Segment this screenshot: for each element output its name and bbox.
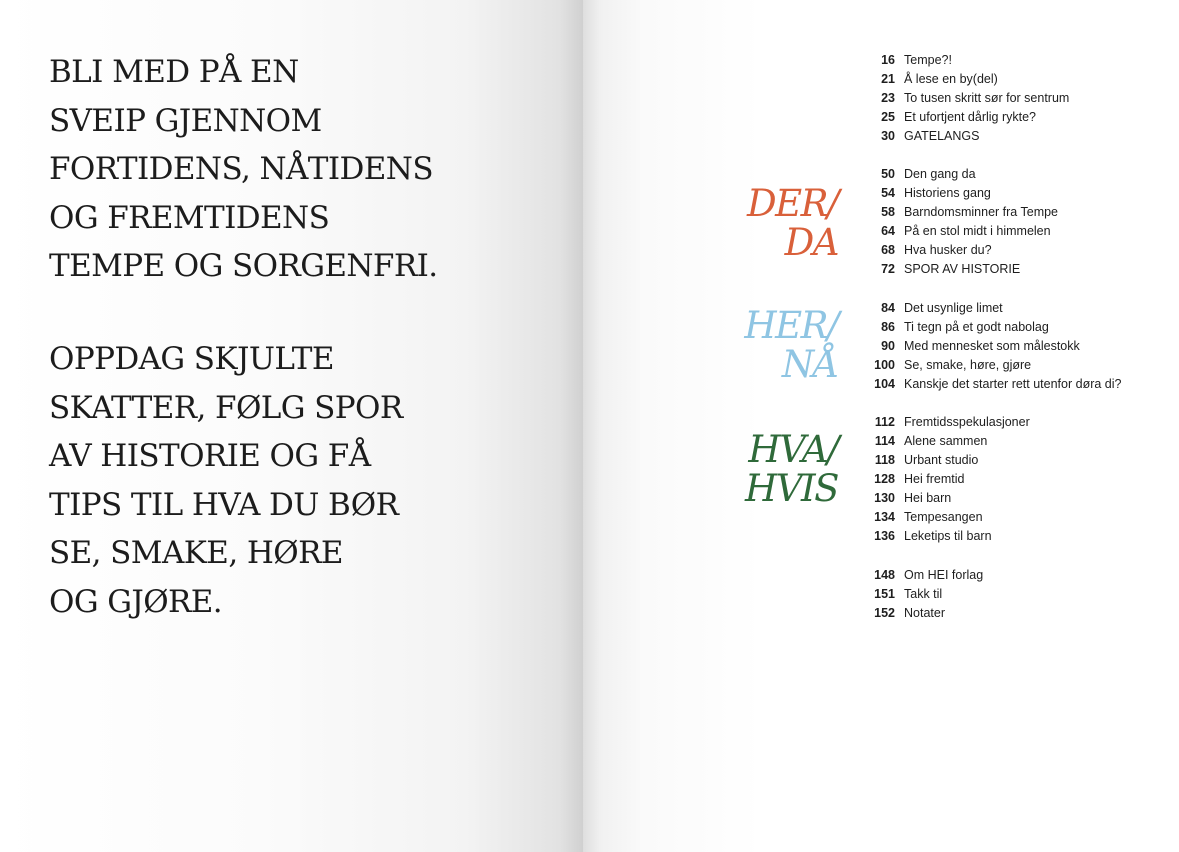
toc-page-number: 130 [874, 491, 895, 505]
toc-title: På en stol midt i himmelen [904, 224, 1051, 238]
toc-page-number: 134 [874, 510, 895, 524]
section-label-der-da [747, 184, 838, 262]
discover-line: TIPS TIL HVA DU BØR [49, 486, 399, 523]
toc-title: Alene sammen [904, 434, 988, 448]
toc-page-number: 21 [881, 72, 895, 86]
toc-entry [845, 375, 1175, 394]
toc-page-number: 25 [881, 110, 895, 124]
toc-entry [845, 508, 1175, 527]
section-label-line: DA [784, 221, 838, 264]
toc-title: Ti tegn på et godt nabolag [904, 320, 1049, 334]
intro-line: BLI MED PÅ EN [49, 54, 299, 90]
toc-page-number: 72 [881, 262, 895, 276]
toc-entry [845, 241, 1175, 260]
discover-line: SE, SMAKE, HØRE [49, 535, 343, 571]
toc-entry [845, 337, 1175, 356]
discover-line: OG GJØRE. [49, 583, 223, 620]
toc-entry [845, 432, 1175, 451]
toc-page-number: 104 [874, 377, 895, 391]
toc-entry [845, 70, 1175, 89]
toc-page-number: 30 [881, 129, 895, 143]
toc-entry [845, 489, 1175, 508]
toc-title: Leketips til barn [904, 529, 992, 543]
toc-entry [845, 318, 1175, 337]
toc-entry [845, 299, 1175, 318]
toc-page-number: 58 [881, 205, 895, 219]
toc-title: GATELANGS [904, 129, 980, 143]
toc-group-her-na [845, 299, 1175, 394]
section-label-hva-hvis [745, 430, 838, 508]
discover-paragraph [49, 335, 569, 626]
toc-entry [845, 566, 1175, 585]
toc-group-hva-hvis [845, 413, 1175, 546]
toc-page-number: 64 [881, 224, 895, 238]
section-label-her-na [744, 306, 838, 384]
toc-title: Urbant studio [904, 453, 979, 467]
toc-page-number: 114 [874, 434, 895, 448]
toc-entry [845, 356, 1175, 375]
toc-page-number: 152 [874, 606, 895, 620]
toc-entry [845, 585, 1175, 604]
toc-page-number: 100 [874, 358, 895, 372]
toc-page-number: 23 [881, 91, 895, 105]
discover-line: AV HISTORIE OG FÅ [49, 438, 371, 474]
toc-page-number: 136 [874, 529, 895, 543]
toc-title: Takk til [904, 587, 943, 601]
section-label-line: NÅ [781, 343, 838, 386]
toc-group-back-matter [845, 566, 1175, 623]
toc-entry [845, 127, 1175, 146]
toc-entry [845, 451, 1175, 470]
toc-title: Historiens gang [904, 186, 991, 200]
intro-paragraph [49, 48, 569, 291]
toc-page-number: 118 [874, 453, 895, 467]
toc-group-der-da [845, 165, 1175, 279]
toc-title: To tusen skritt sør for sentrum [904, 91, 1070, 105]
toc-entry [845, 260, 1175, 279]
toc-page-number: 16 [881, 53, 895, 67]
toc-title: Kanskje det starter rett utenfor døra di? [904, 377, 1122, 391]
toc-page-number: 112 [874, 415, 895, 429]
toc-title: Med mennesket som målestokk [904, 339, 1080, 353]
toc-entry [845, 527, 1175, 546]
toc-page-number: 148 [874, 568, 895, 582]
toc-title: Om HEI forlag [904, 568, 984, 582]
intro-line: FORTIDENS, NÅTIDENS [49, 151, 433, 187]
toc-entry [845, 222, 1175, 241]
toc-title: Et ufortjent dårlig rykte? [904, 110, 1037, 124]
intro-line: SVEIP GJENNOM [49, 102, 322, 139]
toc-title: Hei barn [904, 491, 952, 505]
toc-title: Tempe?! [904, 53, 952, 67]
discover-line: OPPDAG SKJULTE [49, 341, 334, 377]
toc-page-number: 54 [881, 186, 895, 200]
intro-line: TEMPE OG SORGENFRI. [49, 248, 438, 284]
toc-title: SPOR AV HISTORIE [904, 262, 1021, 276]
section-label-line: HER/ [744, 304, 838, 347]
intro-line: OG FREMTIDENS [49, 199, 330, 236]
toc-page-number: 68 [881, 243, 895, 257]
toc-page-number: 128 [874, 472, 895, 486]
toc-entry [845, 470, 1175, 489]
toc-title: Fremtidsspekulasjoner [904, 415, 1030, 429]
discover-line: SKATTER, FØLG SPOR [49, 389, 403, 426]
section-label-line: HVIS [745, 467, 838, 510]
toc-title: Se, smake, høre, gjøre [904, 358, 1032, 372]
toc-entry [845, 89, 1175, 108]
toc-page-number: 50 [881, 167, 895, 181]
toc-page-number: 84 [881, 301, 895, 315]
toc-page-number: 151 [874, 587, 895, 601]
toc-title: Tempesangen [904, 510, 983, 524]
section-label-line: HVA/ [748, 428, 838, 471]
toc-title: Den gang da [904, 167, 976, 181]
toc-entry [845, 604, 1175, 623]
toc-entry [845, 51, 1175, 70]
toc-entry [845, 203, 1175, 222]
toc-entry [845, 184, 1175, 203]
toc-title: Hva husker du? [904, 243, 992, 257]
section-label-line: DER/ [747, 182, 838, 225]
toc-group-intro [845, 51, 1175, 146]
toc-title: Hei fremtid [904, 472, 965, 486]
toc-entry [845, 413, 1175, 432]
toc-title: Barndomsminner fra Tempe [904, 205, 1059, 219]
toc-title: Å lese en by(del) [904, 72, 998, 86]
toc-page-number: 86 [881, 320, 895, 334]
toc-title: Notater [904, 606, 945, 620]
toc-entry [845, 108, 1175, 127]
toc-entry [845, 165, 1175, 184]
toc-title: Det usynlige limet [904, 301, 1003, 315]
toc-page-number: 90 [881, 339, 895, 353]
